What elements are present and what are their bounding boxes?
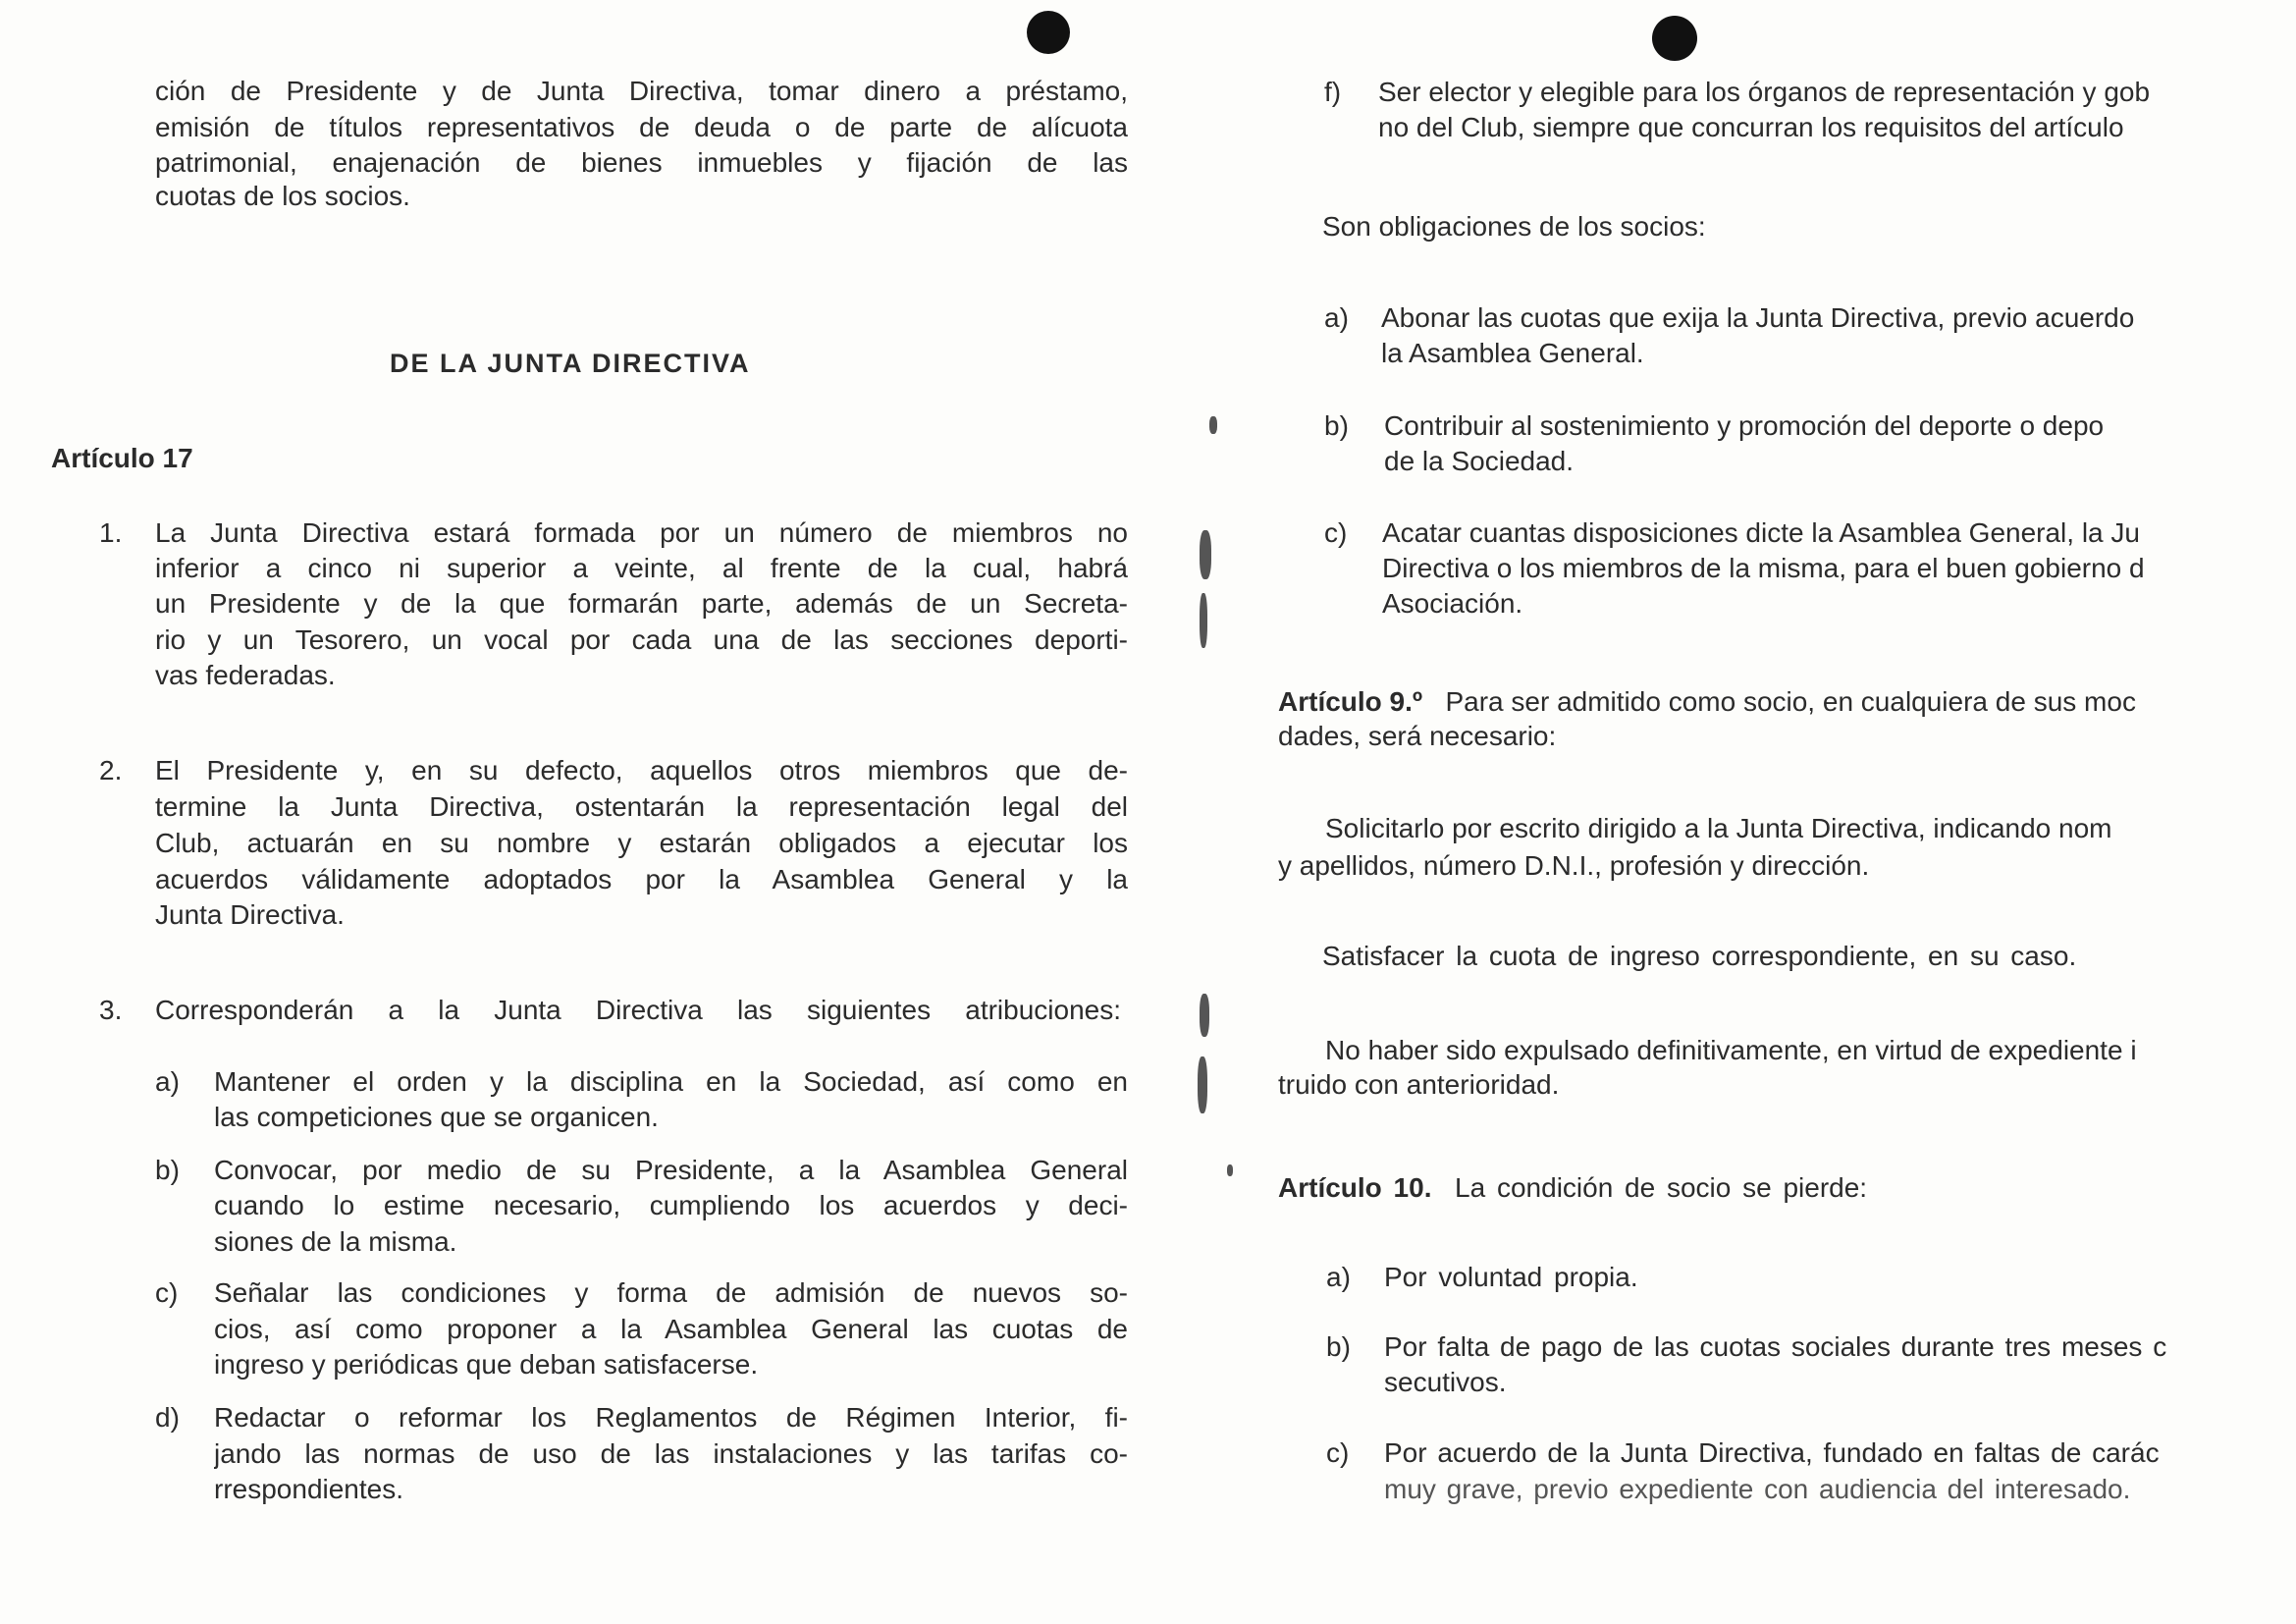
subitem-label: f) [1324, 77, 1342, 107]
text-line: no del Club, siempre que concurran los requisitos del artículo [1378, 112, 2124, 142]
text-line: Corresponderán a la Junta Directiva las siguientes atribuciones: [155, 995, 1121, 1025]
text-line: Asociación. [1382, 588, 1523, 619]
text-line: El Presidente y, en su defecto, aquellos otros miembros que de- [155, 755, 1128, 785]
text-line: patrimonial, enajenación de bienes inmuebles y fijación de las [155, 147, 1128, 178]
text-line: Abonar las cuotas que exija la Junta Directiva, previo acuerdo [1381, 302, 2135, 333]
text-line: vas federadas. [155, 660, 336, 690]
subitem-label: b) [1324, 410, 1349, 441]
text-line: muy grave, previo expediente con audiencia del interesado. [1384, 1474, 2131, 1504]
text-line: Solicitarlo por escrito dirigido a la Junta Directiva, indicando nom [1325, 813, 2112, 843]
article-title: Artículo 9.º [1278, 686, 1423, 717]
text-line: rio y un Tesorero, un vocal por cada una de las secciones deporti- [155, 624, 1128, 655]
text-line: dades, será necesario: [1278, 721, 1557, 751]
text-line: secutivos. [1384, 1367, 1507, 1397]
text-line: Por acuerdo de la Junta Directiva, fundado en faltas de carác [1384, 1437, 2160, 1468]
text-line: Convocar, por medio de su Presidente, a la Asamblea General [214, 1155, 1128, 1185]
text-line: siones de la misma. [214, 1226, 457, 1257]
article-title: Artículo 10. [1278, 1172, 1432, 1203]
text-line: de la Sociedad. [1384, 446, 1575, 476]
text-line: las competiciones que se organicen. [214, 1102, 659, 1132]
text-line: ingreso y periódicas que deban satisfacerse. [214, 1349, 759, 1380]
subitem-label: b) [155, 1155, 180, 1185]
scan-speck [1209, 416, 1217, 434]
text-line: La condición de socio se pierde: [1455, 1172, 1868, 1203]
text-line: emisión de títulos representativos de deuda o de parte de alícuota [155, 112, 1128, 142]
section-heading: DE LA JUNTA DIRECTIVA [390, 349, 751, 378]
text-line: Señalar las condiciones y forma de admisión de nuevos so- [214, 1277, 1128, 1308]
text-line: un Presidente y de la que formarán parte, además de un Secreta- [155, 588, 1128, 619]
text-line: rrespondientes. [214, 1474, 404, 1504]
subitem-label: c) [1324, 517, 1348, 548]
text-line: Ser elector y elegible para los órganos de representación y gob [1378, 77, 2151, 107]
subitem-label: c) [155, 1277, 179, 1308]
item-number: 3. [99, 995, 123, 1025]
text-line: ción de Presidente y de Junta Directiva, tomar dinero a préstamo, [155, 76, 1128, 106]
text-line: la Asamblea General. [1381, 338, 1644, 368]
punch-hole [1027, 11, 1070, 54]
text-line: termine la Junta Directiva, ostentarán la representación legal del [155, 791, 1128, 822]
article-title: Artículo 17 [51, 443, 193, 473]
text-line: cuotas de los socios. [155, 181, 410, 211]
text-line: Redactar o reformar los Reglamentos de Régimen Interior, fi- [214, 1402, 1128, 1433]
scan-speck [1198, 1056, 1207, 1113]
item-number: 2. [99, 755, 123, 785]
text-line: No haber sido expulsado definitivamente, en virtud de expediente i [1325, 1035, 2137, 1065]
subitem-label: a) [1324, 302, 1349, 333]
text-line: Club, actuarán en su nombre y estarán obligados a ejecutar los [155, 828, 1128, 858]
subitem-label: a) [155, 1066, 180, 1097]
scan-speck [1200, 530, 1211, 579]
punch-hole [1652, 16, 1697, 61]
text-line: Contribuir al sostenimiento y promoción del deporte o depo [1384, 410, 2105, 441]
text-line: Por voluntad propia. [1384, 1262, 1638, 1292]
text-line: cuando lo estime necesario, cumpliendo los acuerdos y deci- [214, 1190, 1128, 1220]
text-line: Junta Directiva. [155, 899, 345, 930]
text-line: truido con anterioridad. [1278, 1069, 1560, 1100]
subitem-label: c) [1326, 1437, 1350, 1468]
text-line: cios, así como proponer a la Asamblea General las cuotas de [214, 1314, 1128, 1344]
text-line: Directiva o los miembros de la misma, para el buen gobierno d [1382, 553, 2145, 583]
text-line: Satisfacer la cuota de ingreso correspondiente, en su caso. [1322, 941, 2077, 971]
text-line: acuerdos válidamente adoptados por la Asamblea General y la [155, 864, 1128, 894]
text-line: y apellidos, número D.N.I., profesión y dirección. [1278, 850, 1870, 881]
text-line: Por falta de pago de las cuotas sociales durante tres meses c [1384, 1331, 2167, 1362]
text-line: La Junta Directiva estará formada por un número de miembros no [155, 517, 1128, 548]
scan-speck [1200, 994, 1209, 1037]
text-line: Mantener el orden y la disciplina en la Sociedad, así como en [214, 1066, 1128, 1097]
paragraph-title: Son obligaciones de los socios: [1322, 211, 1706, 242]
text-line: jando las normas de uso de las instalaciones y las tarifas co- [214, 1438, 1128, 1469]
text-line: inferior a cinco ni superior a veinte, al frente de la cual, habrá [155, 553, 1128, 583]
scan-speck [1200, 593, 1207, 648]
subitem-label: d) [155, 1402, 180, 1433]
text-line: Para ser admitido como socio, en cualquiera de sus moc [1445, 686, 2136, 717]
subitem-label: a) [1326, 1262, 1351, 1292]
scan-speck [1227, 1164, 1233, 1176]
subitem-label: b) [1326, 1331, 1351, 1362]
item-number: 1. [99, 517, 123, 548]
text-line: Acatar cuantas disposiciones dicte la Asamblea General, la Ju [1382, 517, 2140, 548]
